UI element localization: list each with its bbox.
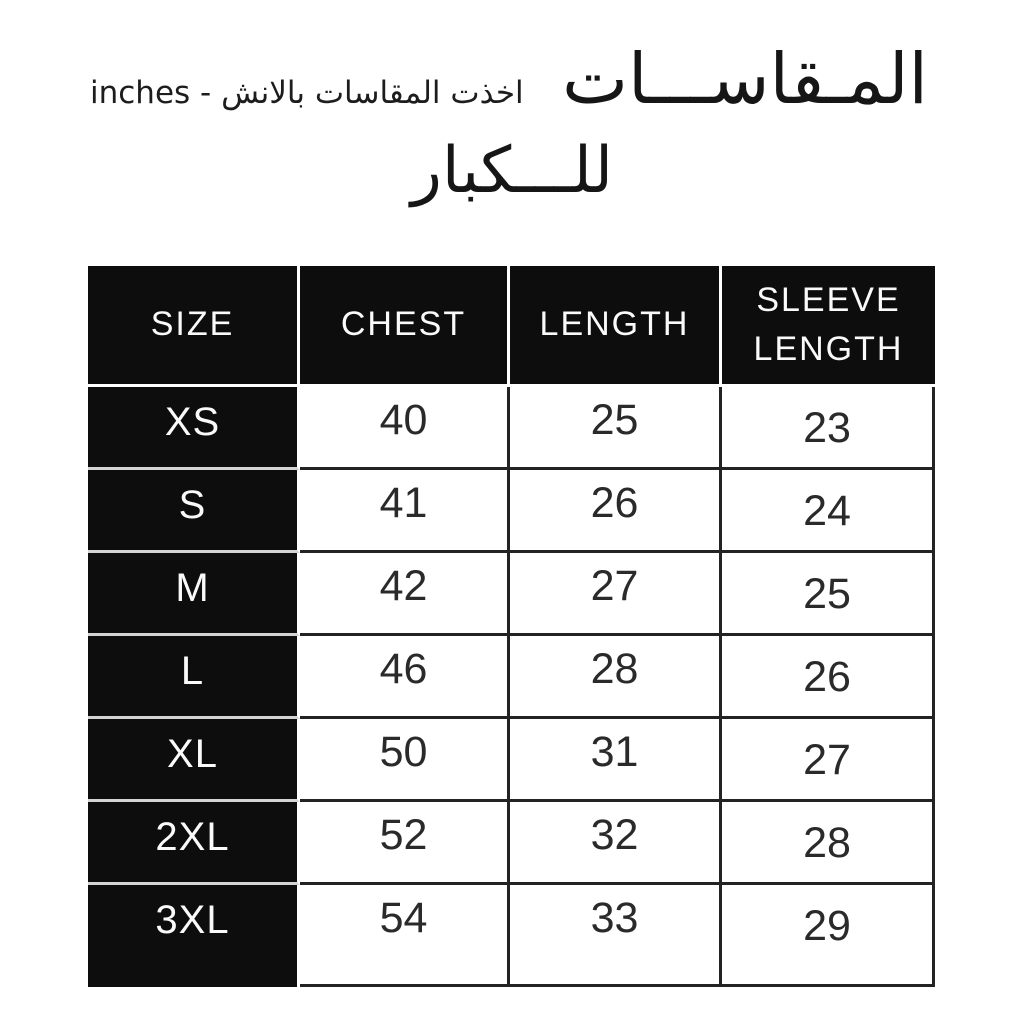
column-header-chest: CHEST: [300, 266, 510, 387]
chest-value-xs: 40: [300, 387, 510, 470]
size-label-l: L: [88, 636, 300, 719]
size-label-xs: XS: [88, 387, 300, 470]
length-value-3xl: 33: [510, 885, 722, 987]
audience-title-arabic: للـــكبار: [411, 134, 613, 208]
sleeve-value-2xl: 28: [722, 802, 935, 885]
column-header-sleeve-length: SLEEVE LENGTH: [722, 266, 935, 387]
length-value-xl: 31: [510, 719, 722, 802]
sleeve-value-m: 25: [722, 553, 935, 636]
chest-value-3xl: 54: [300, 885, 510, 987]
column-header-length: LENGTH: [510, 266, 722, 387]
size-label-xl: XL: [88, 719, 300, 802]
sleeve-value-s: 24: [722, 470, 935, 553]
size-label-s: S: [88, 470, 300, 553]
chest-value-l: 46: [300, 636, 510, 719]
sleeve-value-xl: 27: [722, 719, 935, 802]
length-value-xs: 25: [510, 387, 722, 470]
chest-value-2xl: 52: [300, 802, 510, 885]
chest-value-xl: 50: [300, 719, 510, 802]
size-label-2xl: 2XL: [88, 802, 300, 885]
sleeve-value-3xl: 29: [722, 885, 935, 987]
length-value-l: 28: [510, 636, 722, 719]
sleeve-value-xs: 23: [722, 387, 935, 470]
chest-value-s: 41: [300, 470, 510, 553]
length-value-m: 27: [510, 553, 722, 636]
length-value-s: 26: [510, 470, 722, 553]
chest-value-m: 42: [300, 553, 510, 636]
size-label-3xl: 3XL: [88, 885, 300, 987]
column-header-size: SIZE: [88, 266, 300, 387]
page-title-arabic: المـقاســـات: [562, 38, 928, 120]
length-value-2xl: 32: [510, 802, 722, 885]
size-label-m: M: [88, 553, 300, 636]
inches-note: اخذت المقاسات بالانش - inches: [90, 75, 524, 111]
size-table: [88, 266, 935, 987]
sleeve-value-l: 26: [722, 636, 935, 719]
